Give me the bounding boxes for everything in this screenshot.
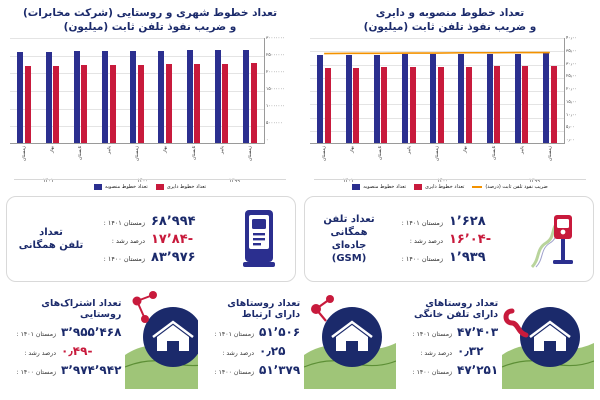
value-row xyxy=(8,325,121,339)
bar-group xyxy=(102,38,116,143)
value-number: ۳٬۹۵۵٬۴۶۸ xyxy=(61,324,122,339)
value-number: ۵۱٬۵۰۶ xyxy=(259,324,301,339)
y-axis-urban-rural xyxy=(266,38,292,144)
bar-group xyxy=(515,38,529,143)
value-label: زمستان ۱۴۰۰ : xyxy=(16,368,56,376)
bar xyxy=(138,65,144,143)
legend-item xyxy=(94,184,148,190)
value-number: ۸۳٬۹۷۶ xyxy=(151,249,196,265)
x-year-label: ۱۳۹۹ xyxy=(229,178,240,184)
value-label: درصد رشد : xyxy=(409,236,443,245)
y-tick: ۳۵٫۰۰ xyxy=(566,48,577,54)
value-row xyxy=(93,214,225,229)
y-tick: ۱۵۰۰۰۰۰۰ xyxy=(266,87,285,92)
bar xyxy=(243,50,249,143)
y-tick: ۱۰۰۰۰۰۰۰ xyxy=(266,104,285,109)
bar-group xyxy=(17,38,31,143)
y-tick: ۰٫۰۰ xyxy=(566,138,575,143)
chart-panel-fixed-lines xyxy=(300,0,600,196)
x-axis-tick-label: زمستان xyxy=(135,146,141,161)
legend-swatch-red-icon xyxy=(156,184,164,190)
bar xyxy=(81,65,87,143)
value-label: زمستان ۱۴۰۱ : xyxy=(401,218,443,227)
value-row xyxy=(404,344,498,358)
plot-area-fixed-lines xyxy=(308,36,592,184)
bar-group xyxy=(130,38,144,143)
bar xyxy=(353,68,359,143)
x-axis-tick-label: پاییز xyxy=(406,146,412,154)
legend-swatch-line-icon xyxy=(472,186,482,188)
card-title-line2: تلفن همگانی xyxy=(18,240,84,251)
x-axis-tick-label: تابستان xyxy=(191,146,197,161)
x-year-label: ۱۴۰۱ xyxy=(342,178,354,184)
village-subscriptions-icon xyxy=(125,285,198,389)
bar xyxy=(522,66,528,143)
y-tick: ۳۰۰۰۰۰۰۰ xyxy=(266,36,285,41)
x-year-label: ۱۴۰۰ xyxy=(437,178,448,184)
value-row xyxy=(8,344,121,358)
value-number: ٠٫۲۵ xyxy=(259,343,286,358)
chart-title-line2: و ضریب نفوذ تلفن ثابت (میلیون) xyxy=(63,21,237,33)
legend-label: تعداد خطوط منصوبه xyxy=(363,184,407,190)
legend-item xyxy=(156,184,206,190)
card-payphone-total xyxy=(6,196,296,282)
village-connection-icon xyxy=(304,285,396,389)
bar-group xyxy=(158,38,172,143)
bar xyxy=(102,51,108,143)
bar xyxy=(515,54,521,144)
value-label: درصد رشد : xyxy=(420,349,452,357)
value-row xyxy=(404,363,498,377)
bar xyxy=(46,52,52,143)
value-label: درصد رشد : xyxy=(111,236,145,245)
x-axis-tick-label: بهار xyxy=(50,146,56,154)
value-label: زمستان ۱۴۰۰ : xyxy=(103,254,145,263)
chart-title-urban-rural xyxy=(8,6,292,34)
card-villages-connection xyxy=(204,284,396,390)
card-title: تعداد روستاهای دارای تلفن خانگی xyxy=(414,297,499,320)
card-villages-home-phone xyxy=(402,284,594,390)
bar xyxy=(53,66,59,143)
card-title-line1: تعداد xyxy=(39,227,63,238)
bar xyxy=(325,68,331,143)
legend-label: ضریب نفوذ تلفن ثابت (درصد) xyxy=(485,184,548,190)
bar-group xyxy=(543,38,557,143)
charts-row xyxy=(0,0,600,196)
card-title: تعداد روستاهای دارای ارتباط xyxy=(227,297,301,320)
y-tick: ۲۵۰۰۰۰۰۰ xyxy=(266,53,285,58)
bar xyxy=(381,67,387,143)
value-label: زمستان ۱۴۰۱ : xyxy=(214,330,254,338)
legend-swatch-red-icon xyxy=(414,184,422,190)
bar-group xyxy=(243,38,257,143)
bar xyxy=(551,66,557,143)
x-axis-labels-fixed-lines xyxy=(310,146,565,161)
card-title xyxy=(313,213,385,265)
bar xyxy=(430,54,436,143)
card-rural-subscriptions xyxy=(6,284,198,390)
value-number: ۶۸٬۹۹۴ xyxy=(151,213,196,229)
bar xyxy=(25,66,31,143)
bar-group xyxy=(74,38,88,143)
bar-group xyxy=(317,38,331,143)
y-tick: ۱۵٫۰۰ xyxy=(566,99,577,105)
card-values xyxy=(385,214,529,265)
value-number: -۱۷٬۸۴ xyxy=(151,231,194,247)
value-number: ۴۷٬۴۰۳ xyxy=(457,324,499,339)
bottom-cards-row xyxy=(0,282,600,394)
bar xyxy=(130,51,136,143)
legend-label: تعداد خطوط دایری xyxy=(425,184,465,190)
x-year-label: ۱۳۹۹ xyxy=(529,178,540,184)
legend-urban-rural xyxy=(14,179,286,190)
y-tick: ۵٫۰۰ xyxy=(566,125,575,131)
x-axis-tick-label: بهار xyxy=(350,146,356,154)
chart-title-line1: تعداد خطوط منصوبه و دایری xyxy=(375,7,525,19)
x-year-label: ۱۴۰۱ xyxy=(42,178,54,184)
bar-group xyxy=(215,38,229,143)
bar xyxy=(438,67,444,143)
card-title-line1: تعداد تلفن xyxy=(323,214,375,225)
bar-group xyxy=(374,38,388,143)
x-axis-tick-label: زمستان xyxy=(21,146,27,161)
bar xyxy=(346,55,352,143)
village-home-phone-icon xyxy=(502,285,594,389)
value-label: زمستان ۱۴۰۱ : xyxy=(412,330,452,338)
x-axis-tick-label: پاییز xyxy=(220,146,226,154)
x-axis-tick-label: تابستان xyxy=(491,146,497,161)
bar-group xyxy=(402,38,416,143)
value-row xyxy=(391,250,523,265)
value-number: ۱٬۹۳۹ xyxy=(449,249,486,265)
chart-title-line1: تعداد خطوط شهری و روستایی (شرکت مخابرات) xyxy=(22,7,278,19)
value-row xyxy=(391,232,523,247)
legend-item xyxy=(414,184,464,190)
x-axis-tick-label: بهار xyxy=(163,146,169,154)
y-tick: ۴۰٫۰۰ xyxy=(566,36,577,41)
card-title xyxy=(15,226,87,252)
value-label: زمستان ۱۴۰۱ : xyxy=(16,330,56,338)
legend-fixed-lines xyxy=(314,179,586,190)
card-text xyxy=(204,298,304,377)
y-tick: ۲۰٫۰۰ xyxy=(566,87,577,92)
value-label: زمستان ۱۴۰۰ : xyxy=(401,254,443,263)
value-number: ۴۷٬۲۵۱ xyxy=(457,362,499,377)
plot-canvas-fixed-lines xyxy=(310,38,565,144)
card-text xyxy=(402,298,502,377)
value-row xyxy=(93,232,225,247)
legend-label: تعداد خطوط دایری xyxy=(166,184,207,190)
bar xyxy=(166,64,172,143)
card-road-payphone-gsm xyxy=(304,196,594,282)
value-number: -۱۶٬۰۴ xyxy=(449,231,492,247)
card-title: تعداد اشتراک‌های روستایی xyxy=(41,297,122,320)
chart-title-line2: و ضریب نفوذ تلفن ثابت (میلیون) xyxy=(363,21,537,33)
y-axis-fixed-lines xyxy=(566,38,592,144)
bar-group xyxy=(46,38,60,143)
y-tick: ۵۰۰۰۰۰۰ xyxy=(266,121,283,126)
bar xyxy=(251,63,257,143)
bar xyxy=(458,54,464,143)
bar xyxy=(17,52,23,143)
x-axis-tick-label: پاییز xyxy=(520,146,526,154)
x-axis-tick-label: تابستان xyxy=(78,146,84,161)
bar xyxy=(494,66,500,143)
value-row xyxy=(206,363,300,377)
payphone-booth-icon xyxy=(231,208,287,270)
value-row xyxy=(404,325,498,339)
card-values xyxy=(87,214,231,265)
bar xyxy=(466,67,472,143)
value-number: ۵۱٬۳۷۹ xyxy=(259,362,301,377)
legend-swatch-blue-icon xyxy=(352,184,360,190)
x-axis-tick-label: زمستان xyxy=(321,146,327,161)
bar xyxy=(222,64,228,143)
bar-group xyxy=(458,38,472,143)
bar xyxy=(158,51,164,143)
bar-group-container xyxy=(310,38,564,143)
bar xyxy=(194,64,200,143)
bar xyxy=(187,50,193,143)
bar-group xyxy=(430,38,444,143)
chart-panel-urban-rural xyxy=(0,0,300,196)
x-axis-tick-label: زمستان xyxy=(248,146,254,161)
value-label: زمستان ۱۴۰۰ : xyxy=(214,368,254,376)
bar xyxy=(317,55,323,143)
plot-canvas-urban-rural xyxy=(10,38,265,144)
value-label: درصد رشد : xyxy=(24,349,56,357)
chart-title-fixed-lines xyxy=(308,6,592,34)
value-row xyxy=(206,325,300,339)
bar-group xyxy=(487,38,501,143)
value-label: زمستان ۱۴۰۱ : xyxy=(103,218,145,227)
x-axis-tick-label: پاییز xyxy=(106,146,112,154)
bar xyxy=(402,54,408,143)
card-text xyxy=(6,298,125,377)
card-title-line3: (GSM) xyxy=(331,253,367,264)
value-number: ٠٫۳۲ xyxy=(457,343,484,358)
plot-area-urban-rural xyxy=(8,36,292,184)
value-label: درصد رشد : xyxy=(222,349,254,357)
value-number: ۳٬۹۷۴٬۹۴۲ xyxy=(61,362,122,377)
x-axis-tick-label: بهار xyxy=(463,146,469,154)
y-tick: ۱۰٫۰۰ xyxy=(566,112,577,118)
value-row xyxy=(391,214,523,229)
legend-label: تعداد خطوط منصوبه xyxy=(104,184,148,190)
card-title-line2: همگانی جاده‌ای xyxy=(330,227,368,251)
bar-group xyxy=(187,38,201,143)
bar xyxy=(410,67,416,143)
bar-group xyxy=(346,38,360,143)
bar xyxy=(487,54,493,143)
value-row xyxy=(8,363,121,377)
y-tick: ۲۰۰۰۰۰۰۰ xyxy=(266,70,285,75)
y-tick: ۳۰٫۰۰ xyxy=(566,61,577,67)
bar xyxy=(74,51,80,143)
value-row xyxy=(93,250,225,265)
bar xyxy=(215,50,221,143)
value-number: -٠٫۴۹ xyxy=(61,343,93,358)
mid-cards-row xyxy=(0,196,600,282)
x-axis-tick-label: زمستان xyxy=(548,146,554,161)
bar xyxy=(374,55,380,143)
x-axis-labels-urban-rural xyxy=(10,146,265,161)
y-tick: ۲۵٫۰۰ xyxy=(566,74,577,80)
x-axis-tick-label: زمستان xyxy=(435,146,441,161)
y-tick: ۰ xyxy=(266,138,269,143)
bar xyxy=(110,65,116,143)
bar-group-container xyxy=(10,38,264,143)
value-number: ۱٬۶۲۸ xyxy=(449,213,486,229)
x-year-label: ۱۴۰۰ xyxy=(137,178,148,184)
payphone-road-icon xyxy=(529,209,585,269)
legend-swatch-blue-icon xyxy=(94,184,102,190)
bar xyxy=(543,53,549,143)
legend-item xyxy=(472,184,547,190)
legend-item xyxy=(352,184,406,190)
value-row xyxy=(206,344,300,358)
x-axis-tick-label: تابستان xyxy=(378,146,384,161)
value-label: زمستان ۱۴۰۰ : xyxy=(412,368,452,376)
